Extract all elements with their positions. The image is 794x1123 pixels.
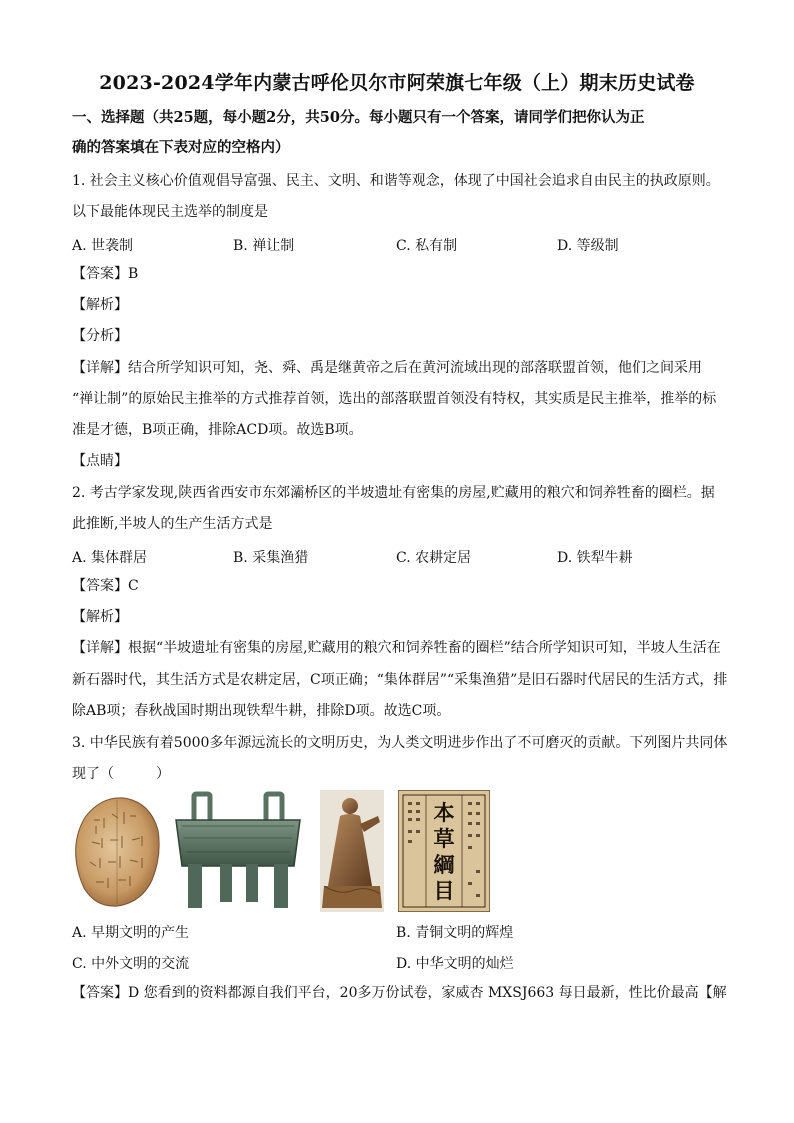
q3-stem-line-1: 3. 中华民族有着5000多年源远流长的文明历史，为人类文明进步作出了不可磨灭的贡献。下列图片共同体	[72, 735, 728, 751]
q2-stem-line-1: 2. 考古学家发现,陕西省西安市东郊灞桥区的半坡遗址有密集的房屋,贮藏用的粮穴和饲养牲畜的圈栏。据	[72, 485, 715, 501]
q1-option-c: C. 私有制	[396, 238, 458, 254]
q3-option-c: C. 中外文明的交流	[72, 956, 190, 972]
book-title-char-1: 本	[433, 800, 455, 825]
q1-detail-line-3: 准是才德，B项正确，排除ACD项。故选B项。	[72, 422, 363, 438]
bronze-ding-image	[168, 790, 308, 912]
q1-jiexi: 【解析】	[72, 297, 128, 313]
q2-jiexi: 【解析】	[72, 609, 128, 625]
q2-stem-line-2: 此推断,半坡人的生产生活方式是	[72, 516, 273, 532]
section-heading-line-1: 一、选择题（共25题，每小题2分，共50分。每小题只有一个答案，请同学们把你认为正	[72, 109, 645, 126]
q2-detail-line-1: 【详解】根据“半坡遗址有密集的房屋,贮藏用的粮穴和饲养牲畜的圈栏”结合所学知识可知，半坡人生活在	[72, 640, 721, 656]
q1-detail-line-1: 【详解】结合所学知识可知，尧、舜、禹是继黄帝之后在黄河流域出现的部落联盟首领，他们之间采用	[72, 360, 702, 376]
book-title-char-2: 草	[433, 826, 455, 851]
q3-option-a: A. 早期文明的产生	[72, 925, 190, 941]
q1-fenxi: 【分析】	[72, 328, 128, 344]
q1-stem-line-1: 1. 社会主义核心价值观倡导富强、民主、文明、和谐等观念，体现了中国社会追求自由民主的执政原则。	[72, 173, 720, 189]
bronze-statue-image	[320, 790, 384, 912]
q3-stem-line-2: 现了（ ）	[72, 766, 170, 782]
q3-image-row	[72, 790, 492, 912]
q1-option-a: A. 世袭制	[72, 238, 134, 254]
q2-option-a: A. 集体群居	[72, 550, 148, 566]
q2-option-b: B. 采集渔猎	[233, 550, 309, 566]
q1-dianjing: 【点睛】	[72, 453, 128, 469]
q3-answer-line: 【答案】D 您看到的资料都源自我们平台，20多万份试卷，家威杏 MXSJ663 每日最新，性比价最高【解	[72, 985, 727, 1001]
q3-option-b: B. 青铜文明的辉煌	[396, 925, 514, 941]
q2-option-c: C. 农耕定居	[396, 550, 472, 566]
section-heading-line-2: 确的答案填在下表对应的空格内）	[72, 139, 290, 156]
q2-answer: 【答案】C	[72, 578, 139, 594]
bencao-gangmu-book-image	[398, 790, 490, 912]
q1-option-b: B. 禅让制	[233, 238, 295, 254]
q2-option-d: D. 铁犁牛耕	[557, 550, 633, 566]
q1-option-d: D. 等级制	[557, 238, 619, 254]
oracle-bone-image	[72, 790, 162, 912]
q2-detail-line-2: 新石器时代，其生活方式是农耕定居，C项正确；“集体群居”“采集渔猎”是旧石器时代居民的生活方式，排	[72, 672, 728, 688]
book-title-char-4: 目	[433, 878, 455, 903]
q2-detail-line-3: 除AB项；春秋战国时期出现铁犁牛耕，排除D项。故选C项。	[72, 703, 451, 719]
q3-option-d: D. 中华文明的灿烂	[396, 956, 514, 972]
book-title-char-3: 綱	[433, 852, 455, 877]
page-title: 2023-2024学年内蒙古呼伦贝尔市阿荣旗七年级（上）期末历史试卷	[99, 72, 695, 94]
q1-answer: 【答案】B	[72, 266, 139, 282]
q1-stem-line-2: 以下最能体现民主选举的制度是	[72, 204, 268, 220]
q1-detail-line-2: “禅让制”的原始民主推举的方式推荐首领，选出的部落联盟首领没有特权，其实质是民主推举，推举的标	[72, 391, 717, 407]
